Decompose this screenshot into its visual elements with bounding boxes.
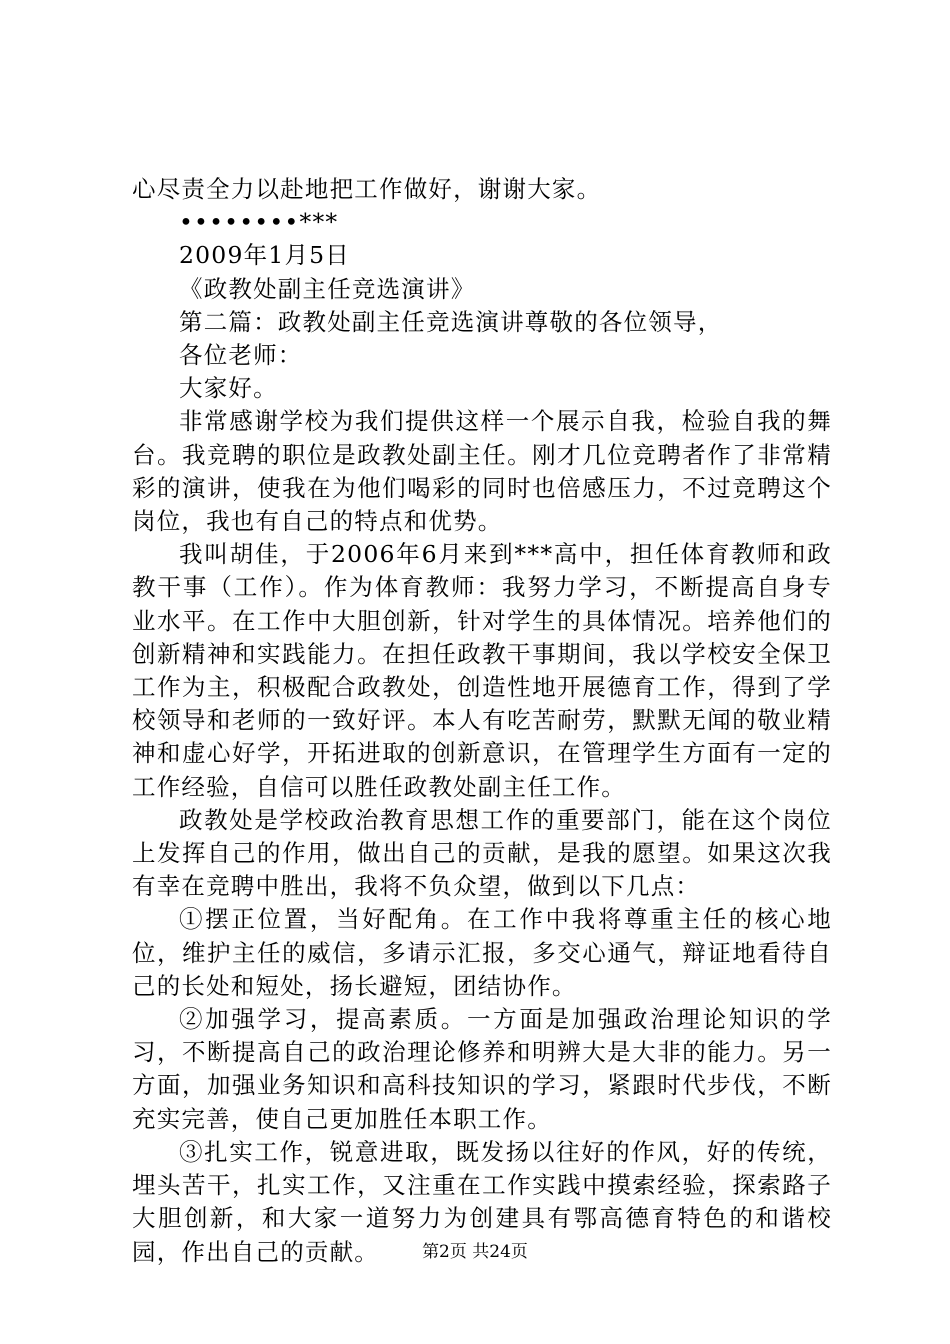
paragraph-thanks: 非常感谢学校为我们提供这样一个展示自我，检验自我的舞台。我竞聘的职位是政教处副主任。刚才几位竞聘者作了非常精彩的演讲，使我在为他们喝彩的同时也倍感压力，不过竞聘这个岗位，我也有自己的特点和优势。 (132, 407, 832, 536)
date-line: 2009年1月5日 (179, 241, 351, 270)
paragraph-point-1: ①摆正位置，当好配角。在工作中我将尊重主任的核心地位，维护主任的威信，多请示汇报，多交心通气，辩证地看待自己的长处和短处，扬长避短，团结协作。 (132, 905, 832, 1000)
paragraph-self-intro: 我叫胡佳，于2006年6月来到***高中，担任体育教师和政教干事（工作）。作为体育教师：我努力学习，不断提高自身专业水平。在工作中大胆创新，针对学生的具体情况。培养他们的创新精神和实践能力。在担任政教干事期间，我以学校安全保卫工作为主，积极配合政教处，创造性地开展德育工作，得到了学校领导和老师的一致好评。本人有吃苦耐劳，默默无闻的敬业精神和虚心好学，开拓进取的创新意识，在管理学生方面有一定的工作经验，自信可以胜任政教处副主任工作。 (132, 540, 832, 801)
salutation-teachers: 各位老师： (179, 341, 303, 370)
section-heading: 第二篇：政教处副主任竞选演讲尊敬的各位领导， (179, 307, 723, 336)
signature-line: ••••••••*** (179, 208, 339, 237)
document-body (132, 173, 832, 1269)
paragraph-point-3: ③扎实工作，锐意进取，既发扬以往好的作风，好的传统，埋头苦干，扎实工作，又注重在工作实践中摸索经验，探索路子大胆创新，和大家一道努力为创建具有鄂高德育特色的和谐校园，作出自己的贡献。 (132, 1137, 832, 1266)
paragraph-point-2: ②加强学习，提高素质。一方面是加强政治理论知识的学习，不断提高自己的政治理论修养和明辨大是大非的能力。另一方面，加强业务知识和高科技知识的学习，紧跟时代步伐，不断充实完善，使自己更加胜任本职工作。 (132, 1005, 832, 1133)
speech-title: 《政教处副主任竞选演讲》 (179, 274, 476, 303)
page-footer: 第2页 共24页 (422, 1242, 528, 1262)
greeting-line: 大家好。 (179, 374, 278, 403)
continuation-line: 心尽责全力以赴地把工作做好，谢谢大家。 (132, 175, 602, 203)
paragraph-goals: 政教处是学校政治教育思想工作的重要部门，能在这个岗位上发挥自己的作用，做出自己的贡献，是我的愿望。如果这次我有幸在竞聘中胜出，我将不负众望，做到以下几点： (132, 805, 832, 901)
